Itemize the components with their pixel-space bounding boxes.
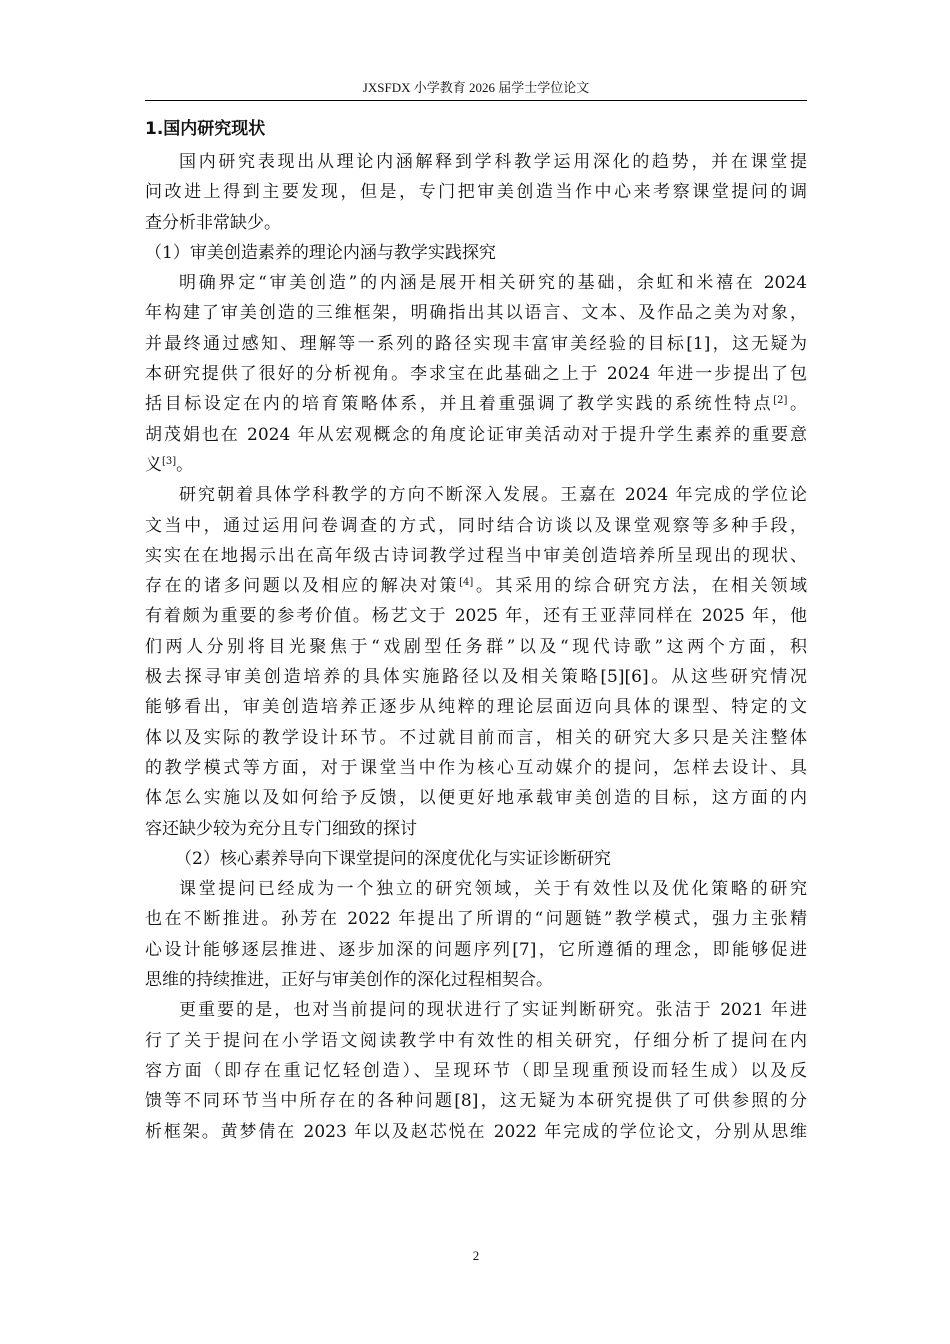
text-line: 本研究提供了很好的分析视角。李求宝在此基础之上于 2024 年进一步提出了包 [145, 364, 807, 385]
header-rule [145, 100, 807, 101]
text-line: 体以及实际的教学设计环节。不过就目前而言，相关的研究大多只是关注整体 [145, 727, 807, 748]
text-line: 研究朝着具体学科教学的方向不断深入发展。王嘉在 2024 年完成的学位论 [179, 485, 807, 506]
text-line: 胡茂娟也在 2024 年从宏观概念的角度论证审美活动对于提升学生素养的重要意 [145, 424, 807, 445]
text-line [145, 571, 807, 601]
paragraph-3 [145, 480, 807, 844]
text-segment: 义 [145, 454, 162, 475]
text-line: 极去探寻审美创造培养的具体实施路径以及相关策略[5][6]。从这些研究情况 [145, 667, 807, 688]
text-line: 年构建了审美创造的三维框架，明确指出其以语言、文本、及作品之美为对象， [145, 303, 807, 324]
text-line: 体怎么实施以及如何给予反馈，以便更好地承载审美创造的目标，这方面的内 [145, 788, 807, 809]
text-line: 并最终通过感知、理解等一系列的路径实现丰富审美经验的目标[1]，这无疑为 [145, 333, 807, 354]
text-line [145, 389, 807, 419]
text-segment: 存在的诸多问题以及相应的解决对策 [145, 576, 460, 597]
text-line: 能够看出，审美创造培养正逐步从纯粹的理论层面迈向具体的课型、特定的文 [145, 697, 807, 718]
page-number: 2 [472, 1248, 480, 1263]
text-line: 容方面（即存在重记忆轻创造）、呈现环节（即呈现重预设而轻生成）以及反 [145, 1060, 807, 1081]
text-line: 心设计能够逐层推进、逐步加深的问题序列[7]，它所遵循的理念，即能够促进 [145, 939, 807, 960]
subsection-title-1: （1）审美创造素养的理论内涵与教学实践探究 [145, 242, 496, 263]
page-body [145, 112, 807, 1147]
text-segment: 。其采用的综合研究方法，在相关领域 [473, 576, 808, 597]
text-line: 明确界定“审美创造”的内涵是展开相关研究的基础，余虹和米禧在 2024 [179, 273, 807, 294]
citation-4: [4] [459, 577, 474, 589]
subsection-title-2: （2）核心素养导向下课堂提问的深度优化与实证诊断研究 [175, 848, 611, 869]
text-segment: 。 [787, 394, 808, 415]
text-line: 查分析非常缺少。 [145, 212, 281, 233]
text-line: 容还缺少较为充分且专门细致的探讨 [145, 818, 417, 839]
text-line: 文当中，通过运用问卷调查的方式，同时结合访谈以及课堂观察等多种手段， [145, 515, 807, 536]
text-line: 析框架。黄梦倩在 2023 年以及赵芯悦在 2022 年完成的学位论文，分别从思维 [145, 1121, 807, 1142]
text-line [145, 450, 807, 480]
text-line: 也在不断推进。孙芳在 2022 年提出了所谓的“问题链”教学模式，强力主张精 [145, 909, 807, 930]
text-line: 馈等不同环节当中所存在的各种问题[8]，这无疑为本研究提供了可供参照的分 [145, 1091, 807, 1112]
text-line: 的教学模式等方面，对于课堂当中作为核心互动媒介的提问，怎样去设计、具 [145, 757, 807, 778]
section-title: 1.国内研究现状 [145, 119, 266, 139]
text-line: 更重要的是，也对当前提问的现状进行了实证判断研究。张洁于 2021 年进 [179, 1000, 807, 1021]
paragraph-4 [145, 874, 807, 995]
text-line: 课堂提问已经成为一个独立的研究领域，关于有效性以及优化策略的研究 [179, 879, 807, 900]
paragraph-1 [145, 147, 807, 238]
paragraph-2 [145, 268, 807, 480]
text-line: 国内研究表现出从理论内涵解释到学科教学运用深化的趋势，并在课堂提 [179, 152, 807, 172]
text-segment: 。 [176, 454, 194, 475]
citation-2: [2] [773, 395, 788, 407]
citation-3: [3] [162, 455, 177, 467]
text-line: 问改进上得到主要发现，但是，专门把审美创造当作中心来考察课堂提问的调 [145, 182, 807, 203]
paragraph-5 [145, 995, 807, 1146]
text-line: 们两人分别将目光聚焦于“戏剧型任务群”以及“现代诗歌”这两个方面，积 [145, 636, 807, 657]
text-line: 思维的持续推进，正好与审美创作的深化过程相契合。 [145, 970, 553, 991]
running-header: JXSFDX 小学教育 2026 届学士学位论文 [362, 80, 590, 95]
text-segment: 括目标设定在内的培育策略体系，并且着重强调了教学实践的系统性特点 [145, 394, 774, 415]
text-line: 行了关于提问在小学语文阅读教学中有效性的相关研究，仔细分析了提问在内 [145, 1030, 807, 1051]
text-line: 实实在在地揭示出在高年级古诗词教学过程当中审美创造培养所呈现出的现状、 [145, 545, 807, 566]
text-line: 有着颇为重要的参考价值。杨艺文于 2025 年，还有王亚萍同样在 2025 年，他 [145, 606, 807, 627]
